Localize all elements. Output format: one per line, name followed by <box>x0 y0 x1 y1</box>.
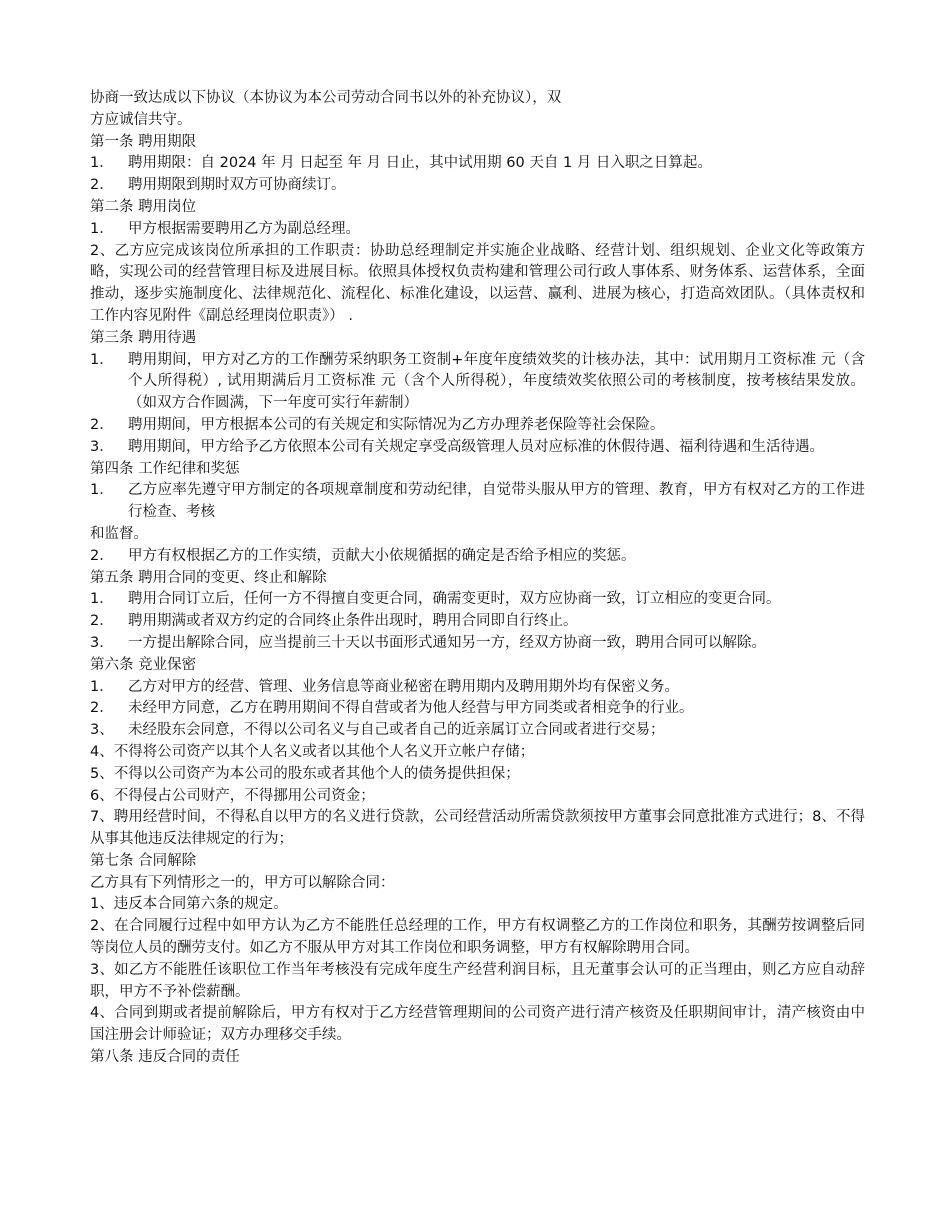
article-4-title: 第四条 工作纪律和奖惩 <box>90 460 240 477</box>
item-number: 1． <box>90 155 114 172</box>
article-6-paragraph-6: 6、不得侵占公司财产，不得挪用公司资金； <box>90 787 375 804</box>
item-number: 2． <box>90 700 114 717</box>
article-7-lead: 乙方具有下列情形之一的，甲方可以解除合同： <box>90 874 395 891</box>
item-text: 乙方对甲方的经营、管理、业务信息等商业秘密在聘用期内及聘用期外均有保密义务。 <box>128 678 679 695</box>
item-number: 2． <box>90 416 114 433</box>
item-number: 1． <box>90 482 114 499</box>
article-6-item-1 <box>90 677 865 699</box>
article-1-title: 第一条 聘用期限 <box>90 133 197 150</box>
article-7-paragraph-4: 4、合同到期或者提前解除后，甲方有权对于乙方经营管理期间的公司资产进行清产核资及任职期间审计，清产核资由中国注册会计师验证；双方办理移交手续。 <box>90 1005 865 1044</box>
item-text: 乙方应率先遵守甲方制定的各项规章制度和劳动纪律，自觉带头服从甲方的管理、教育，甲方有权对乙方的工作进行检查、考核 <box>128 482 865 521</box>
document-page <box>90 88 865 1069</box>
article-6-paragraph-4: 4、不得将公司资产以其个人名义或者以其他个人名义开立帐户存储； <box>90 743 535 760</box>
item-text: 甲方有权根据乙方的工作实绩，贡献大小依规循据的确定是否给予相应的奖惩。 <box>128 547 636 564</box>
item-text: 聘用期限到期时双方可协商续订。 <box>128 177 346 194</box>
article-4-item-2 <box>90 546 865 568</box>
article-4-continuation: 和监督。 <box>90 525 148 542</box>
item-number: 3、 <box>90 722 114 739</box>
article-6-paragraph-7: 7、聘用经营时间，不得私自以甲方的名义进行贷款，公司经营活动所需贷款须按甲方董事会同意批准方式进行；8、不得从事其他违反法律规定的行为； <box>90 809 865 848</box>
article-6-title: 第六条 竞业保密 <box>90 656 197 673</box>
article-6-item-3 <box>90 720 865 742</box>
article-5-item-2 <box>90 611 865 633</box>
item-text: 一方提出解除合同，应当提前三十天以书面形式通知另一方，经双方协商一致，聘用合同可以解除。 <box>128 634 766 651</box>
item-text: 未经股东会同意，不得以公司名义与自己或者自己的近亲属订立合同或者进行交易； <box>128 722 665 739</box>
item-number: 1． <box>90 591 114 608</box>
item-text: 聘用合同订立后，任何一方不得擅自变更合同，确需变更时，双方应协商一致，订立相应的变更合同。 <box>128 591 781 608</box>
article-1-item-1 <box>90 153 865 175</box>
item-text: 聘用期间，甲方根据本公司的有关规定和实际情况为乙方办理养老保险等社会保险。 <box>128 416 665 433</box>
item-text: 甲方根据需要聘用乙方为副总经理。 <box>128 220 360 237</box>
item-text: 聘用期间，甲方对乙方的工作酬劳采纳职务工资制+年度年度绩效奖的计核办法，其中：试用期月工资标准 元（含个人所得税）, 试用期满后月工资标准 元（含个人所得税），年度绩效奖依照公司的考核制度，按考核结果发放。（如双方合作圆满，下一年度可实行年薪制） <box>128 351 865 412</box>
item-number: 1． <box>90 220 114 237</box>
item-number: 1． <box>90 351 114 368</box>
item-text: 聘用期限：自 2024 年 月 日起至 年 月 日止，其中试用期 60 天自 1 月 日入职之日算起。 <box>128 155 712 172</box>
item-number: 3． <box>90 438 114 455</box>
article-7-paragraph-2: 2、在合同履行过程中如甲方认为乙方不能胜任总经理的工作，甲方有权调整乙方的工作岗位和职务，其酬劳按调整后同等岗位人员的酬劳支付。如乙方不服从甲方对其工作岗位和职务调整，甲方有权解除聘用合同。 <box>90 918 865 957</box>
item-number: 1． <box>90 678 114 695</box>
article-4-item-1 <box>90 480 865 524</box>
item-number: 3． <box>90 634 114 651</box>
article-7-title: 第七条 合同解除 <box>90 852 197 869</box>
article-7-paragraph-1: 1、违反本合同第六条的规定。 <box>90 896 288 913</box>
article-2-paragraph-2: 2、乙方应完成该岗位所承担的工作职责：协助总经理制定并实施企业战略、经营计划、组织规划、企业文化等政策方略，实现公司的经营管理目标及进展目标。依照具体授权负责构建和管理公司行政人事体系、财务体系、运营体系，全面推动，逐步实施制度化、法律规范化、流程化、标准化建设，以运营、赢利、进展为核心，打造高效团队。（具体责权和工作内容见附件《副总经理岗位职责》） . <box>90 242 865 324</box>
item-text: 聘用期间，甲方给予乙方依照本公司有关规定享受高级管理人员对应标准的休假待遇、福利待遇和生活待遇。 <box>128 438 824 455</box>
article-2-title: 第二条 聘用岗位 <box>90 198 197 215</box>
article-2-item-1 <box>90 219 865 241</box>
article-6-item-2 <box>90 698 865 720</box>
article-3-item-3 <box>90 437 865 459</box>
article-3-title: 第三条 聘用待遇 <box>90 329 197 346</box>
article-3-item-1 <box>90 350 865 415</box>
item-number: 2． <box>90 547 114 564</box>
article-5-item-1 <box>90 589 865 611</box>
article-3-item-2 <box>90 415 865 437</box>
intro-line-1: 协商一致达成以下协议（本协议为本公司劳动合同书以外的补充协议），双 <box>90 90 562 106</box>
intro-line-2: 方应诚信共守。 <box>90 111 192 128</box>
item-number: 2． <box>90 177 114 194</box>
article-7-paragraph-3: 3、如乙方不能胜任该职位工作当年考核没有完成年度生产经营利润目标，且无董事会认可的正当理由，则乙方应自动辞职，甲方不予补偿薪酬。 <box>90 961 865 1000</box>
item-number: 2． <box>90 613 114 630</box>
item-text: 未经甲方同意，乙方在聘用期间不得自营或者为他人经营与甲方同类或者相竞争的行业。 <box>128 700 694 717</box>
article-5-title: 第五条 聘用合同的变更、终止和解除 <box>90 569 327 586</box>
article-8-title: 第八条 违反合同的责任 <box>90 1049 240 1066</box>
article-6-paragraph-5: 5、不得以公司资产为本公司的股东或者其他个人的债务提供担保； <box>90 765 520 782</box>
article-5-item-3 <box>90 633 865 655</box>
article-1-item-2 <box>90 175 865 197</box>
item-text: 聘用期满或者双方约定的合同终止条件出现时，聘用合同即自行终止。 <box>128 613 578 630</box>
